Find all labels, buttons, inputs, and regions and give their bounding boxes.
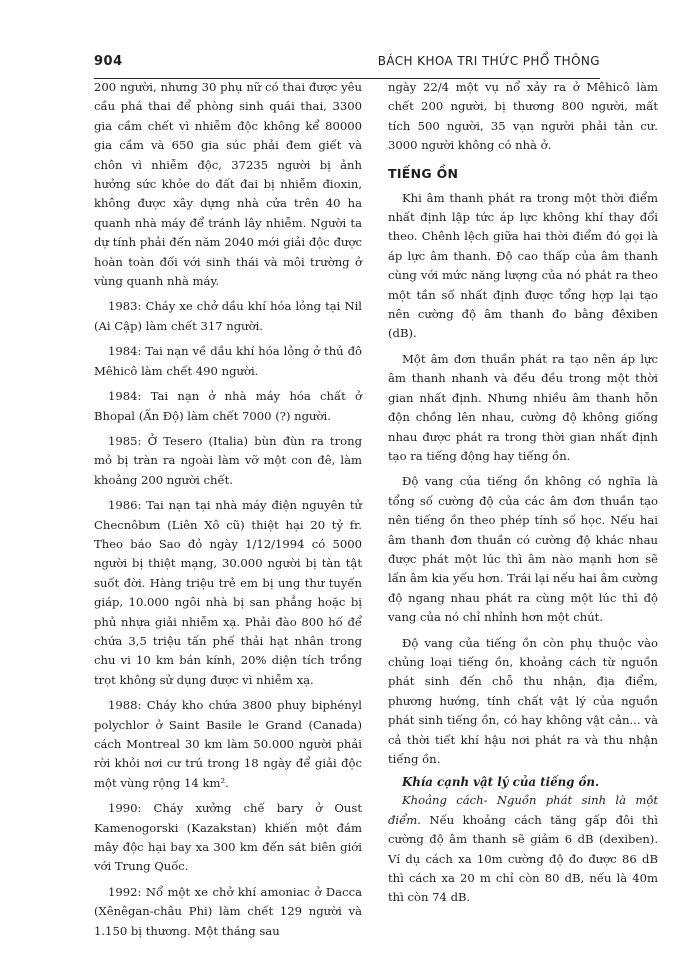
running-title: BÁCH KHOA TRI THỨC PHỔ THÔNG — [377, 54, 600, 68]
paragraph-1988: 1988: Cháy kho chứa 3800 phuy biphényl polychlor ở Saint Basile le Grand (Canada) cách Montreal 30 km làm 50.000 người phải rời khỏi nơi cư trú trong 18 ngày để giải độc một vùng rộng 14 km². — [94, 698, 362, 790]
paragraph-loudness: Độ vang của tiếng ồn không có nghĩa là tổng số cường độ của các âm đơn thuần tạo nên tiếng ồn theo phép tính số học. Nếu hai âm thanh đơn thuần có cường độ khác nhau được phát một lúc thì âm nào mạnh hơn sẽ lấn âm kia yếu hơn. Trái lại nếu hai âm cường độ ngang nhau phát ra cùng một lúc thì độ vang của nó chỉ nhỉnh hơn một chút. — [388, 474, 658, 625]
paragraph-1986: 1986: Tai nạn tại nhà máy điện nguyên tử Checnôbưn (Liên Xô cũ) thiệt hại 20 tỷ fr. Theo báo Sao đỏ ngày 1/12/1994 có 5000 người bị thiệt mạng, 30.000 người bị tàn tật suốt đời. Hàng triệu trẻ em bị ung thư tuyến giáp, 10.000 ngôi nhà bị san phẳng hoặc bị phủ nhựa giải nhiễm xạ. Phải đào 800 hố để chứa 3,5 triệu tấn phế thải hạt nhân trong chu vi 10 km bán kính, 20% diện tích trồng trọt không sử dụng được vì nhiễm xạ. — [94, 498, 362, 687]
subheading-physical-aspect: Khía cạnh vật lý của tiếng ồn. — [402, 775, 600, 790]
page-number: 904 — [94, 54, 123, 69]
paragraph-distance — [388, 791, 658, 907]
distance-lead-in: Khoảng cách- Nguồn phát sinh là một điểm. — [388, 793, 658, 827]
paragraph-1983: 1983: Cháy xe chở dầu khí hóa lỏng tại Nil (Ai Cập) làm chết 317 người. — [94, 299, 362, 333]
paragraph-1990: 1990: Cháy xưởng chế bary ở Oust Kamenogorski (Kazakstan) khiến một đám mây độc hại bay xa 300 km đến sát biên giới với Trung Quốc. — [94, 801, 362, 874]
paragraph-loudness-factors: Độ vang của tiếng ồn còn phụ thuộc vào chủng loại tiếng ồn, khoảng cách từ nguồn phát sinh đến chỗ thu nhận, địa điểm, phương hướng, tính chất vật lý của nguồn phát sinh tiếng ồn, có hay không vật cản... và cả thời tiết khí hậu nơi phát ra và thu nhận tiếng ồn. — [388, 635, 658, 766]
paragraph-pure-tone: Một âm đơn thuần phát ra tạo nên áp lực âm thanh nhanh và đều đều trong một thời gian nhất định. Nhưng nhiều âm thanh hỗn độn chồng lên nhau, cường độ không giống nhau được phát ra trong thời gian nhất định tạo ra tiếng động hay tiếng ồn. — [388, 351, 658, 463]
right-column — [388, 78, 658, 914]
paragraph-continuation-right: ngày 22/4 một vụ nổ xảy ra ở Mêhicô làm chết 200 người, bị thương 800 người, mất tích 500 người, 35 vạn người phải tản cư. 3000 người không có nhà ở. — [388, 80, 658, 153]
left-column — [94, 78, 362, 947]
paragraph-noise-definition: Khi âm thanh phát ra trong một thời điểm nhất định lập tức áp lực không khí thay đổi theo. Chênh lệch giữa hai thời điểm đó gọi là áp lực âm thanh. Độ cao thấp của âm thanh cùng với mức năng lượng của nó phát ra theo một tần số nhất định được tổng hợp lại tạo nên cường độ âm thanh đo bằng đêxiben (dB). — [388, 190, 658, 341]
paragraph-continuation: 200 người, nhưng 30 phụ nữ có thai được yêu cầu phá thai để phòng sinh quái thai, 3300 gia cầm chết vì nhiễm độc không kể 80000 gia cầm và 650 gia súc phải đem giết và chôn vì nhiễm độc, 37235 người bị ảnh hưởng sức khỏe do đất đai bị nhiễm đioxin, không được xây dựng nhà cửa trên 40 ha quanh nhà máy để tránh lây nhiễm. Người ta dự tính phải đến năm 2040 mới giải độc được hoàn toàn đối với sinh thái và môi trường ở vùng quanh nhà máy. — [94, 80, 362, 289]
page-header — [94, 52, 600, 79]
paragraph-1985: 1985: Ở Tesero (Italia) bùn đùn ra trong mỏ bị tràn ra ngoài làm vỡ một con đê, làm khoảng 200 người chết. — [94, 433, 362, 487]
paragraph-1992: 1992: Nổ một xe chở khí amoniac ở Dacca (Xênêgan-châu Phi) làm chết 129 người và 1.150 bị thương. Một tháng sau — [94, 884, 362, 938]
section-title: TIẾNG ỒN — [388, 165, 459, 181]
distance-text: Nếu khoảng cách tăng gấp đôi thì cường độ âm thanh sẽ giảm 6 dB (dexiben). Ví dụ cách xa 10m cường độ đo được 86 dB thì cách xa 20 m chỉ còn 80 dB, nếu là 40m thì còn 74 dB. — [388, 812, 658, 905]
paragraph-1984-bhopal: 1984: Tai nạn ở nhà máy hóa chất ở Bhopal (Ấn Độ) làm chết 7000 (?) người. — [94, 389, 362, 423]
paragraph-1984-mexico: 1984: Tai nạn về dầu khí hóa lỏng ở thủ đô Mêhicô làm chết 490 người. — [94, 344, 362, 378]
